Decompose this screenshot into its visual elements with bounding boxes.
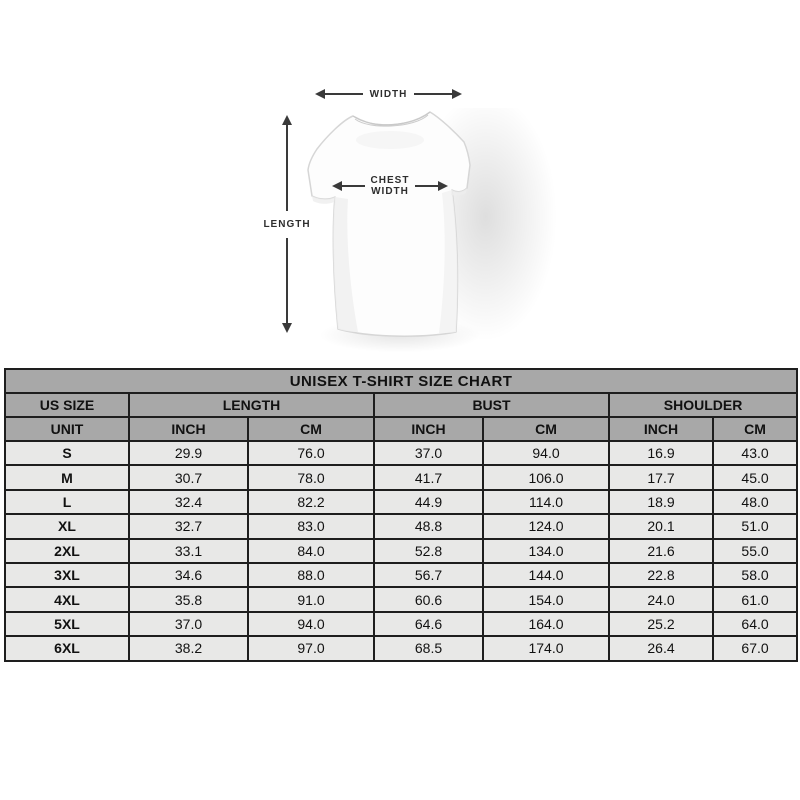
table-row	[5, 563, 797, 587]
value-cell: 164.0	[483, 612, 609, 636]
arrowhead-down-icon	[282, 323, 292, 333]
value-cell: 134.0	[483, 539, 609, 563]
value-cell: 58.0	[713, 563, 797, 587]
header-shoulder: SHOULDER	[609, 393, 797, 417]
value-cell: 32.7	[129, 514, 248, 538]
arrowhead-right-icon	[438, 181, 448, 191]
header-cm: CM	[713, 417, 797, 441]
value-cell: 83.0	[248, 514, 374, 538]
table-row	[5, 465, 797, 489]
table-group-header-row	[5, 393, 797, 417]
value-cell: 94.0	[248, 612, 374, 636]
arrow-line	[342, 185, 365, 187]
value-cell: 56.7	[374, 563, 483, 587]
header-inch: INCH	[609, 417, 713, 441]
value-cell: 68.5	[374, 636, 483, 660]
value-cell: 25.2	[609, 612, 713, 636]
value-cell: 97.0	[248, 636, 374, 660]
length-arrow	[261, 115, 313, 333]
value-cell: 45.0	[713, 465, 797, 489]
value-cell: 22.8	[609, 563, 713, 587]
header-inch: INCH	[374, 417, 483, 441]
value-cell: 32.4	[129, 490, 248, 514]
value-cell: 78.0	[248, 465, 374, 489]
value-cell: 41.7	[374, 465, 483, 489]
value-cell: 114.0	[483, 490, 609, 514]
value-cell: 38.2	[129, 636, 248, 660]
size-cell: 6XL	[5, 636, 129, 660]
value-cell: 76.0	[248, 441, 374, 465]
value-cell: 84.0	[248, 539, 374, 563]
size-chart-table	[4, 368, 798, 662]
table-unit-header-row	[5, 417, 797, 441]
table-row	[5, 441, 797, 465]
value-cell: 60.6	[374, 587, 483, 611]
value-cell: 82.2	[248, 490, 374, 514]
table-row	[5, 539, 797, 563]
table-title: UNISEX T-SHIRT SIZE CHART	[5, 369, 797, 393]
value-cell: 106.0	[483, 465, 609, 489]
arrow-line	[415, 185, 438, 187]
value-cell: 88.0	[248, 563, 374, 587]
value-cell: 174.0	[483, 636, 609, 660]
value-cell: 91.0	[248, 587, 374, 611]
width-label: WIDTH	[369, 88, 408, 100]
value-cell: 34.6	[129, 563, 248, 587]
value-cell: 64.0	[713, 612, 797, 636]
value-cell: 20.1	[609, 514, 713, 538]
table-row	[5, 636, 797, 660]
arrowhead-right-icon	[452, 89, 462, 99]
table-row	[5, 490, 797, 514]
table-row	[5, 514, 797, 538]
table-row	[5, 587, 797, 611]
header-us-size: US SIZE	[5, 393, 129, 417]
header-length: LENGTH	[129, 393, 374, 417]
arrowhead-left-icon	[315, 89, 325, 99]
table-title-row	[5, 369, 797, 393]
value-cell: 64.6	[374, 612, 483, 636]
arrowhead-left-icon	[332, 181, 342, 191]
header-inch: INCH	[129, 417, 248, 441]
value-cell: 17.7	[609, 465, 713, 489]
arrow-line	[414, 93, 452, 95]
size-cell: L	[5, 490, 129, 514]
size-cell: 4XL	[5, 587, 129, 611]
header-cm: CM	[483, 417, 609, 441]
chest-width-label-line1: CHEST	[370, 175, 410, 186]
size-cell: 2XL	[5, 539, 129, 563]
value-cell: 144.0	[483, 563, 609, 587]
value-cell: 154.0	[483, 587, 609, 611]
header-bust: BUST	[374, 393, 609, 417]
value-cell: 61.0	[713, 587, 797, 611]
value-cell: 21.6	[609, 539, 713, 563]
value-cell: 16.9	[609, 441, 713, 465]
value-cell: 51.0	[713, 514, 797, 538]
arrow-line	[325, 93, 363, 95]
header-cm: CM	[248, 417, 374, 441]
value-cell: 52.8	[374, 539, 483, 563]
value-cell: 24.0	[609, 587, 713, 611]
value-cell: 33.1	[129, 539, 248, 563]
shirt-measurement-diagram	[0, 0, 800, 360]
arrow-line	[286, 238, 288, 324]
value-cell: 124.0	[483, 514, 609, 538]
value-cell: 29.9	[129, 441, 248, 465]
size-cell: 3XL	[5, 563, 129, 587]
table-row	[5, 612, 797, 636]
value-cell: 37.0	[129, 612, 248, 636]
tshirt-illustration	[285, 98, 485, 343]
value-cell: 37.0	[374, 441, 483, 465]
value-cell: 30.7	[129, 465, 248, 489]
value-cell: 18.9	[609, 490, 713, 514]
value-cell: 26.4	[609, 636, 713, 660]
value-cell: 67.0	[713, 636, 797, 660]
arrow-line	[286, 125, 288, 211]
value-cell: 35.8	[129, 587, 248, 611]
size-cell: XL	[5, 514, 129, 538]
header-unit: UNIT	[5, 417, 129, 441]
chest-width-arrow	[332, 175, 448, 197]
value-cell: 55.0	[713, 539, 797, 563]
value-cell: 48.0	[713, 490, 797, 514]
size-cell: 5XL	[5, 612, 129, 636]
chest-width-label	[365, 175, 416, 197]
value-cell: 44.9	[374, 490, 483, 514]
value-cell: 94.0	[483, 441, 609, 465]
chest-width-label-line2: WIDTH	[371, 186, 409, 197]
width-arrow	[315, 89, 462, 99]
size-cell: M	[5, 465, 129, 489]
value-cell: 48.8	[374, 514, 483, 538]
size-cell: S	[5, 441, 129, 465]
value-cell: 43.0	[713, 441, 797, 465]
length-label: LENGTH	[263, 218, 311, 230]
arrowhead-up-icon	[282, 115, 292, 125]
